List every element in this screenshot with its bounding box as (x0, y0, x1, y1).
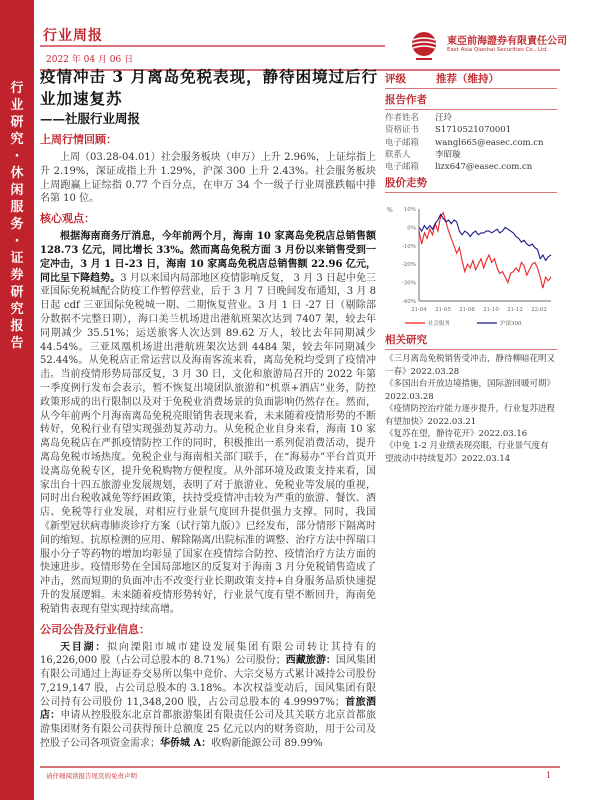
page-number: 1 (546, 771, 552, 780)
author-value: S1710521070001 (435, 125, 512, 136)
section-heading-review: 上周行情回顾： (40, 133, 117, 146)
news-text: 国风集团有限公司通过上海证券交易所以集中竞价、大宗交易方式累计减持公司股份 7,219,147 股，占公司总股本的 3.18%。本次权益变动后，国风集团有限公司持有公司股份 11,348,200 股，占公司总股本的 4.99997%； (40, 655, 376, 708)
series-line-social-services (419, 213, 551, 288)
y-tick-label: -30% (401, 281, 416, 288)
x-tick-label: 21-05 (435, 307, 451, 314)
price-trend-chart (385, 197, 560, 329)
author-value: 李昭璇 (435, 149, 461, 160)
series-line-csi300 (419, 215, 551, 261)
author-key: 作者姓名 (385, 113, 420, 123)
core-text: 3 月以来国内局部地区疫情影响反复， 3 月 3 日起中免三亚国际免税城配合防疫工作暂停营业，后于 3 月 7 日晚间发布通知，3 月 8 日起 cdf 三亚国际免税城一期、二期恢复营业。3 月 1 日 -27 日（剔除部分数据不完整日期），海口美兰机场进出港航班架次达到 7407 架，较去年同期减少 35.51%；运送旅客人次达到 89.62 万人，较比去年同期减少 44.54%。三亚凤凰机场进出港航班架次达到 4484 架，较去年同期减少 52.44%。从免税店正常运营以及海南客流来看，离岛免税均受到了疫情冲击。当前疫情形势局部反复，3 月 30 日，文化和旅游局召开的 2022 年第一季度例行发布会表示，暂不恢复出境团队旅游和“机票+酒店”业务，防控政策形成的出行限制以及对于免税业消费场景的负面影响仍然存在。然而，从今年前两个月海南离岛免税亮眼销售表现来看，未来随着疫情形势的不断转好，免税行业有望实现强劲复苏动力。从免税企业自身来看，海南 10 家离岛免税店在严抓疫情防控工作的同时，积极推出一系列促消费活动，提升离岛免税市场热度。免税企业与海南相关部门联手，在“海易办”平台首页开设离岛免税专区，提升免税购物方便程度。从外部环境及政策支持来看，国家出台十四五旅游业发展规划，表明了对于旅游业、免税业等发展的重视，同时出台税收减免等纾困政策，扶持受疫情冲击较为严重的旅游、餐饮、酒店、免税等行业发展，对相应行业景气度回升提供强力支撑。同时，我国《新型冠状病毒肺炎诊疗方案（试行第九版）》已经发布，部分情形下隔离时间的缩短、抗原检测的应用、解除隔离/出院标准的调整、治疗方法中挥瑞口服小分子等药物的增加均彰显了国家在疫情综合防控、疫情治疗方法方面的快速进步。疫情形势在全国局部地区的反复对于海南 3 月分免税销售造成了冲击，然而短期的负面冲击不改变行业长期政策支持+自身服务品质快速提升的发展逻辑。未来随着疫情形势转好，行业景气度有望不断回升，海南免税销售表现有望实现持续高增。 (40, 272, 377, 615)
authors-heading: 报告作者 (385, 93, 557, 110)
legend-label: 社会服务 (428, 321, 451, 328)
author-value: 汪玲 (435, 113, 453, 123)
news-company: 华侨城 A： (160, 738, 212, 750)
rating-label: 评级 (385, 73, 406, 85)
x-tick-label: 21-12 (507, 307, 523, 314)
y-tick-label: -20% (401, 262, 416, 269)
author-row (385, 124, 557, 136)
author-email[interactable]: wangl665@easec.com.cn (435, 137, 544, 148)
report-subtitle: ——社服行业周报 (40, 111, 141, 126)
y-tick-label: 0% (407, 225, 416, 232)
section-heading-news: 公司公告及行业信息： (40, 622, 150, 636)
related-heading: 相关研究 (385, 333, 557, 350)
y-tick-label: -40% (401, 299, 416, 306)
related-item[interactable]: 《多国出台开放边境措施，国际游回暖可期》2022.03.28 (385, 379, 556, 402)
news-company: 西藏旅游： (285, 655, 336, 667)
x-tick-label: 21-08 (459, 307, 475, 314)
author-key: 联系人 (385, 149, 411, 160)
author-key: 电子邮箱 (385, 137, 420, 148)
disclaimer-note: 请仔细阅读报告尾页的免责声明 (46, 772, 137, 780)
author-key: 资格证书 (385, 125, 420, 136)
y-axis-label: % (387, 207, 393, 215)
y-tick-label: 10% (403, 207, 416, 214)
x-tick-label: 22-02 (531, 307, 547, 314)
news-text: 拟向溧阳市城市建设发展集团有限公司转让其持有的 16,226,000 股（占公司总股本的 8.71%）公司股份； (40, 641, 377, 667)
author-key: 电子邮箱 (385, 162, 420, 173)
sidebar-text: 行 业 研 究 · 休 闲 服 务 · 证 券 研 究 报 告 (10, 81, 24, 351)
footer-divider (40, 766, 560, 768)
related-item[interactable]: 《复苏在望，静待花开》2022.03.16 (385, 428, 528, 439)
author-email[interactable]: lizx647@easec.com.cn (435, 162, 533, 173)
report-type: 行业周报 (43, 28, 103, 44)
report-date: 2022 年 04 月 06 日 (46, 55, 134, 65)
company-name-en: East Asia Qianhai Securities Co., Ltd. (447, 47, 549, 53)
company-name-cn: 東亞前海證券有限責任公司 (447, 36, 567, 47)
report-title: 疫情冲击 3 月离岛免税表现，静待困境过后行业加速复苏 (40, 67, 379, 108)
news-text: 收购新能源公司 89.99% (211, 738, 323, 750)
rating-value: 推荐（维持） (436, 73, 499, 85)
related-list (385, 353, 557, 465)
author-row (385, 112, 557, 124)
x-tick-label: 21-04 (411, 307, 427, 314)
news-company: 首旅酒店： (40, 696, 376, 722)
related-item[interactable]: 《疫情防控治疗能力逐步提升，行业复苏进程有望加快》2022.03.21 (385, 404, 556, 427)
related-item[interactable]: 《三月离岛免税销售受冲击，静待柳暗花明又一春》2022.03.28 (385, 354, 556, 377)
author-row (385, 161, 557, 173)
chart-heading: 股价走势 (385, 176, 557, 193)
author-row (385, 149, 557, 161)
section-heading-core: 核心观点： (40, 212, 95, 226)
rating-row (385, 72, 557, 89)
author-row (385, 137, 557, 149)
news-paragraph (40, 641, 376, 751)
x-tick-label: 21-10 (483, 307, 499, 314)
related-item[interactable]: 《中免 1-2 月业绩表现亮眼，行业景气度有望波动中持续复苏》2022.03.14 (385, 441, 549, 464)
company-logo-icon (404, 30, 444, 62)
legend-label: 沪深300 (500, 321, 522, 328)
review-paragraph: 上周（03.28-04.01）社会服务板块（申万）上升 2.96%，上证综指上升 2.19%，深证成指上升 1.29%，沪深 300 上升 2.43%。社会服务板块上周跑赢上证综指 0.77 个百分点，在申万 34 个一级子行业周涨跌幅中排名第 10 位。 (40, 152, 376, 205)
authors-table (385, 112, 557, 173)
sidebar-banner (0, 0, 34, 800)
core-highlight: 根据海南商务厅消息，今年前两个月，海南 10 家离岛免税店总销售额 128.73 亿元，同比增长 33%。然而离岛免税方面 3 月份以来销售受到一定冲击，3 月 1 日-23 日，海南 10 家离岛免税店总销售额 22.96 亿元，同比呈下降趋势。 (40, 231, 376, 284)
right-panel (385, 72, 557, 465)
header-divider (40, 45, 385, 47)
news-company: 天目湖： (60, 641, 108, 653)
main-column (40, 133, 376, 751)
y-tick-label: -10% (401, 244, 416, 251)
core-paragraph (40, 230, 376, 616)
news-text: 申请从控股股东北京首都旅游集团有限责任公司及其关联方北京首都旅游集团财务有限公司获得预计总额度 25 亿元以内的财务资助，用于公司及控股子公司各项资金需求； (40, 710, 376, 750)
